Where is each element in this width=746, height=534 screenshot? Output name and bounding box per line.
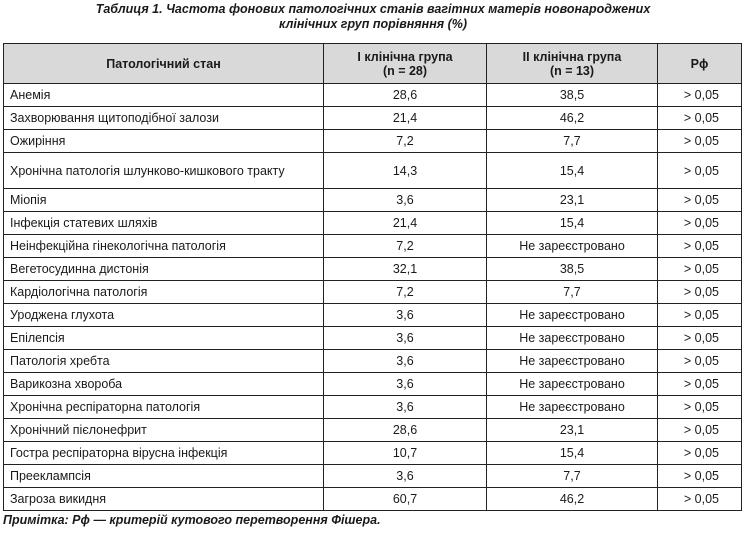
cell-group-1: 3,6 <box>324 465 487 488</box>
cell-condition: Варикозна хвороба <box>4 373 324 396</box>
table-row <box>4 84 742 107</box>
cell-p-value: > 0,05 <box>658 107 742 130</box>
cell-condition: Гостра респіраторна вірусна інфекція <box>4 442 324 465</box>
data-table <box>3 43 742 511</box>
cell-condition: Патологія хребта <box>4 350 324 373</box>
cell-group-2: 23,1 <box>487 419 658 442</box>
cell-group-2: Не зареєстровано <box>487 235 658 258</box>
table-row <box>4 488 742 511</box>
cell-group-2: Не зареєстровано <box>487 373 658 396</box>
cell-condition: Епілепсія <box>4 327 324 350</box>
table-row <box>4 153 742 189</box>
table-row <box>4 212 742 235</box>
cell-p-value: > 0,05 <box>658 84 742 107</box>
cell-group-2: 7,7 <box>487 130 658 153</box>
header-condition: Патологічний стан <box>4 44 324 84</box>
cell-condition: Уроджена глухота <box>4 304 324 327</box>
cell-condition: Хронічна патологія шлунково-кишкового тракту <box>4 153 324 189</box>
cell-group-1: 7,2 <box>324 130 487 153</box>
table-row <box>4 396 742 419</box>
cell-condition: Вегетосудинна дистонія <box>4 258 324 281</box>
table-row <box>4 350 742 373</box>
table-row <box>4 419 742 442</box>
cell-group-2: 15,4 <box>487 153 658 189</box>
cell-p-value: > 0,05 <box>658 350 742 373</box>
cell-condition: Ожиріння <box>4 130 324 153</box>
cell-group-1: 3,6 <box>324 396 487 419</box>
caption-line-1: Таблиця 1. Частота фонових патологічних станів вагітних матерів новонароджених <box>95 2 651 16</box>
cell-p-value: > 0,05 <box>658 465 742 488</box>
header-group-2-label: II клінічна група <box>522 49 622 64</box>
cell-group-1: 21,4 <box>324 107 487 130</box>
cell-group-1: 7,2 <box>324 281 487 304</box>
table-body <box>4 84 742 511</box>
header-group-2-n: (n = 13) <box>549 63 595 78</box>
table-row <box>4 107 742 130</box>
cell-condition: Захворювання щитоподібної залози <box>4 107 324 130</box>
cell-p-value: > 0,05 <box>658 130 742 153</box>
cell-group-2: Не зареєстровано <box>487 350 658 373</box>
cell-group-1: 32,1 <box>324 258 487 281</box>
cell-condition: Хронічний пієлонефрит <box>4 419 324 442</box>
table-row <box>4 189 742 212</box>
table-row <box>4 465 742 488</box>
cell-group-1: 3,6 <box>324 350 487 373</box>
table-row <box>4 258 742 281</box>
cell-p-value: > 0,05 <box>658 235 742 258</box>
cell-p-value: > 0,05 <box>658 373 742 396</box>
cell-group-2: 15,4 <box>487 442 658 465</box>
cell-condition: Неінфекційна гінекологічна патологія <box>4 235 324 258</box>
cell-group-1: 14,3 <box>324 153 487 189</box>
header-group-1-n: (n = 28) <box>382 63 428 78</box>
cell-group-2: 46,2 <box>487 488 658 511</box>
cell-group-1: 3,6 <box>324 327 487 350</box>
cell-p-value: > 0,05 <box>658 488 742 511</box>
table-row <box>4 304 742 327</box>
table-row <box>4 373 742 396</box>
cell-group-1: 3,6 <box>324 189 487 212</box>
cell-condition: Хронічна респіраторна патологія <box>4 396 324 419</box>
cell-group-2: Не зареєстровано <box>487 396 658 419</box>
cell-p-value: > 0,05 <box>658 419 742 442</box>
cell-group-2: 15,4 <box>487 212 658 235</box>
table-header <box>4 44 742 84</box>
cell-group-2: 7,7 <box>487 281 658 304</box>
caption-line-2: клінічних груп порівняння (%) <box>278 17 468 31</box>
header-group-1-label: I клінічна група <box>357 49 453 64</box>
table-row <box>4 130 742 153</box>
cell-group-1: 3,6 <box>324 304 487 327</box>
cell-group-1: 7,2 <box>324 235 487 258</box>
cell-condition: Міопія <box>4 189 324 212</box>
cell-group-1: 21,4 <box>324 212 487 235</box>
cell-condition: Кардіологічна патологія <box>4 281 324 304</box>
header-group-2 <box>487 44 658 84</box>
cell-condition: Анемія <box>4 84 324 107</box>
cell-group-1: 28,6 <box>324 84 487 107</box>
cell-group-1: 60,7 <box>324 488 487 511</box>
header-p-value: Pϕ <box>658 44 742 84</box>
cell-group-1: 28,6 <box>324 419 487 442</box>
cell-p-value: > 0,05 <box>658 189 742 212</box>
cell-condition: Прееклампсія <box>4 465 324 488</box>
cell-group-2: 23,1 <box>487 189 658 212</box>
cell-p-value: > 0,05 <box>658 396 742 419</box>
table-caption <box>0 2 746 32</box>
cell-group-1: 3,6 <box>324 373 487 396</box>
table-note: Примітка: Pϕ — критерій кутового перетворення Фішера. <box>3 513 381 527</box>
cell-p-value: > 0,05 <box>658 304 742 327</box>
table-row <box>4 235 742 258</box>
cell-group-2: 7,7 <box>487 465 658 488</box>
cell-p-value: > 0,05 <box>658 212 742 235</box>
header-row <box>4 44 742 84</box>
cell-group-2: 38,5 <box>487 84 658 107</box>
cell-p-value: > 0,05 <box>658 442 742 465</box>
table-row <box>4 327 742 350</box>
cell-p-value: > 0,05 <box>658 327 742 350</box>
cell-p-value: > 0,05 <box>658 153 742 189</box>
cell-group-2: 46,2 <box>487 107 658 130</box>
cell-p-value: > 0,05 <box>658 281 742 304</box>
cell-condition: Загроза викидня <box>4 488 324 511</box>
table-row <box>4 442 742 465</box>
table-row <box>4 281 742 304</box>
cell-group-2: Не зареєстровано <box>487 304 658 327</box>
cell-group-2: 38,5 <box>487 258 658 281</box>
cell-group-1: 10,7 <box>324 442 487 465</box>
cell-p-value: > 0,05 <box>658 258 742 281</box>
header-group-1 <box>324 44 487 84</box>
cell-group-2: Не зареєстровано <box>487 327 658 350</box>
cell-condition: Інфекція статевих шляхів <box>4 212 324 235</box>
